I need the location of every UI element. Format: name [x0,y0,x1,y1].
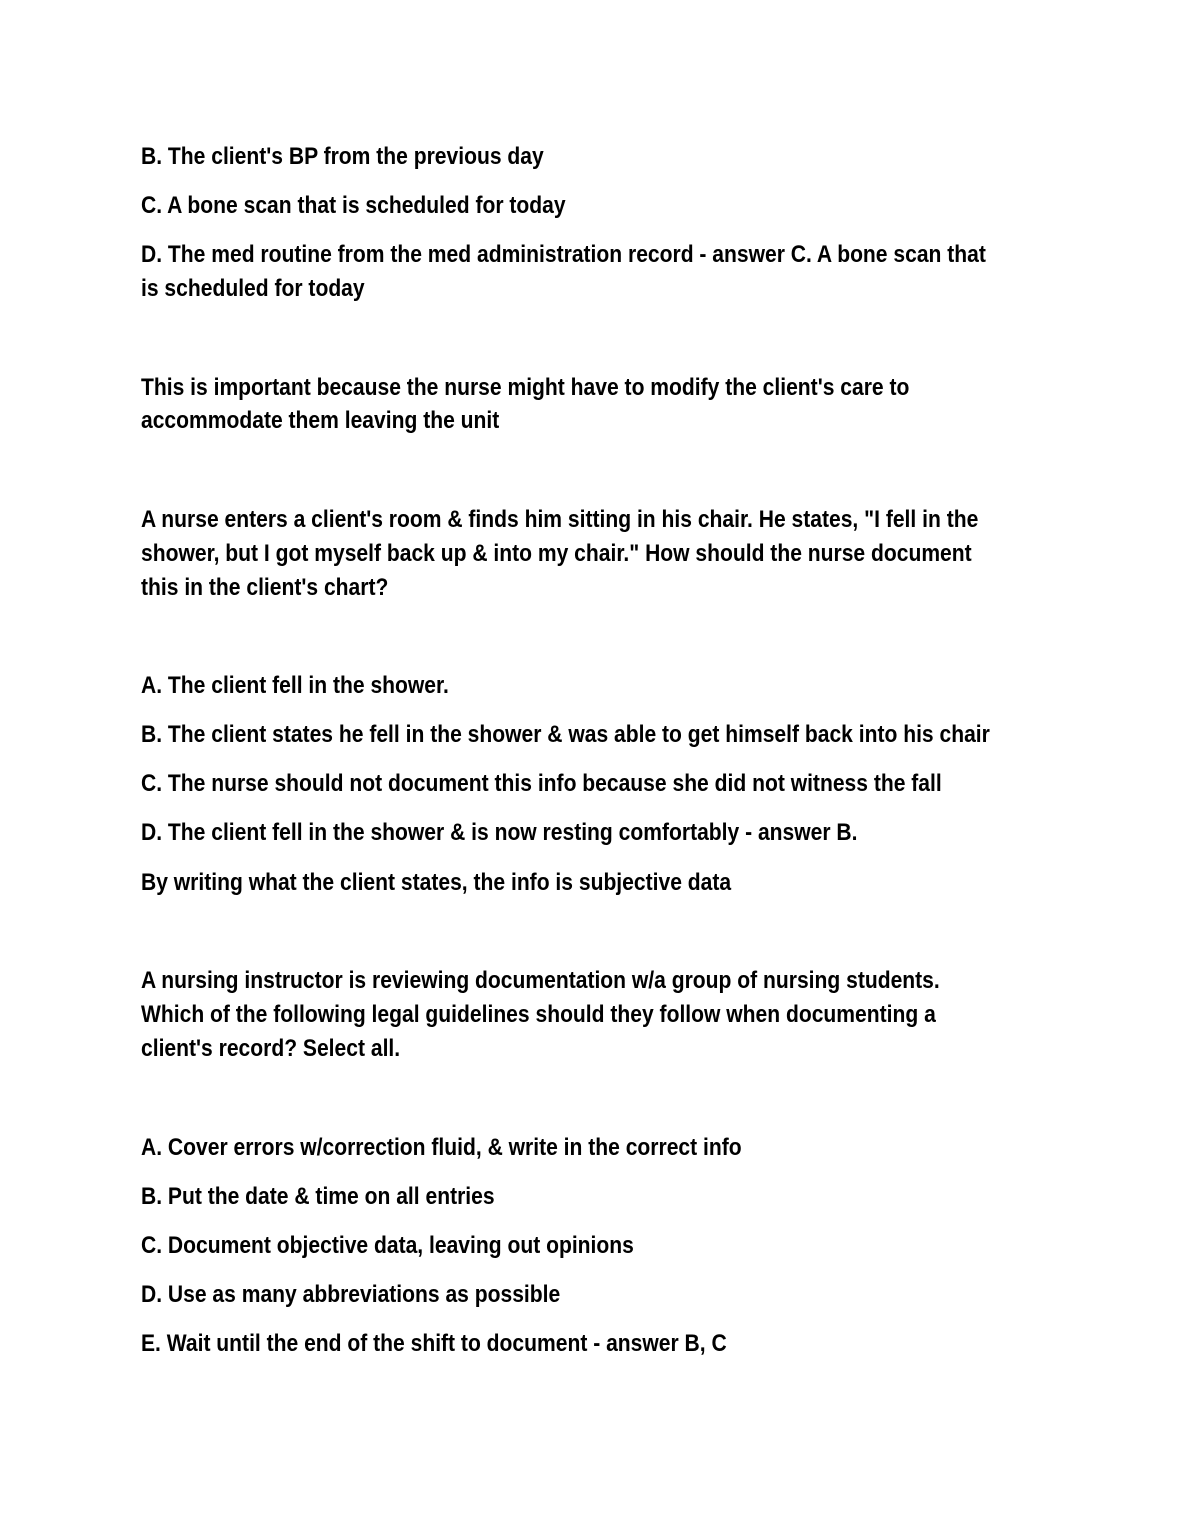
rationale-line-2: accommodate them leaving the unit [141,407,500,434]
option-b-bp-previous-day: B. The client's BP from the previous day [141,143,544,170]
legal-option-a: A. Cover errors w/correction fluid, & write in the correct info [141,1134,742,1161]
question-legal-line-2: Which of the following legal guidelines should they follow when documenting a [141,1001,936,1028]
fall-option-d-answer: D. The client fell in the shower & is now resting comfortably - answer B. [141,819,858,846]
fall-option-c: C. The nurse should not document this info because she did not witness the fall [141,770,942,797]
question-fall-line-1: A nurse enters a client's room & finds him sitting in his chair. He states, "I fell in the [141,506,979,533]
fall-rationale: By writing what the client states, the info is subjective data [141,869,732,896]
fall-option-a: A. The client fell in the shower. [141,672,449,699]
option-c-bone-scan: C. A bone scan that is scheduled for today [141,192,566,219]
question-legal-line-3: client's record? Select all. [141,1035,401,1062]
question-fall-line-3: this in the client's chart? [141,574,389,601]
question-legal-line-1: A nursing instructor is reviewing documentation w/a group of nursing students. [141,967,940,994]
answer-continuation: is scheduled for today [141,275,365,302]
option-d-med-routine-answer: D. The med routine from the med administration record - answer C. A bone scan that [141,241,986,268]
fall-option-b: B. The client states he fell in the shower & was able to get himself back into his chair [141,721,990,748]
legal-option-e-answer: E. Wait until the end of the shift to document - answer B, C [141,1330,727,1357]
question-fall-line-2: shower, but I got myself back up & into my chair." How should the nurse document [141,540,972,567]
legal-option-d: D. Use as many abbreviations as possible [141,1281,561,1308]
legal-option-b: B. Put the date & time on all entries [141,1183,495,1210]
rationale-line-1: This is important because the nurse might have to modify the client's care to [141,374,910,401]
legal-option-c: C. Document objective data, leaving out opinions [141,1232,634,1259]
